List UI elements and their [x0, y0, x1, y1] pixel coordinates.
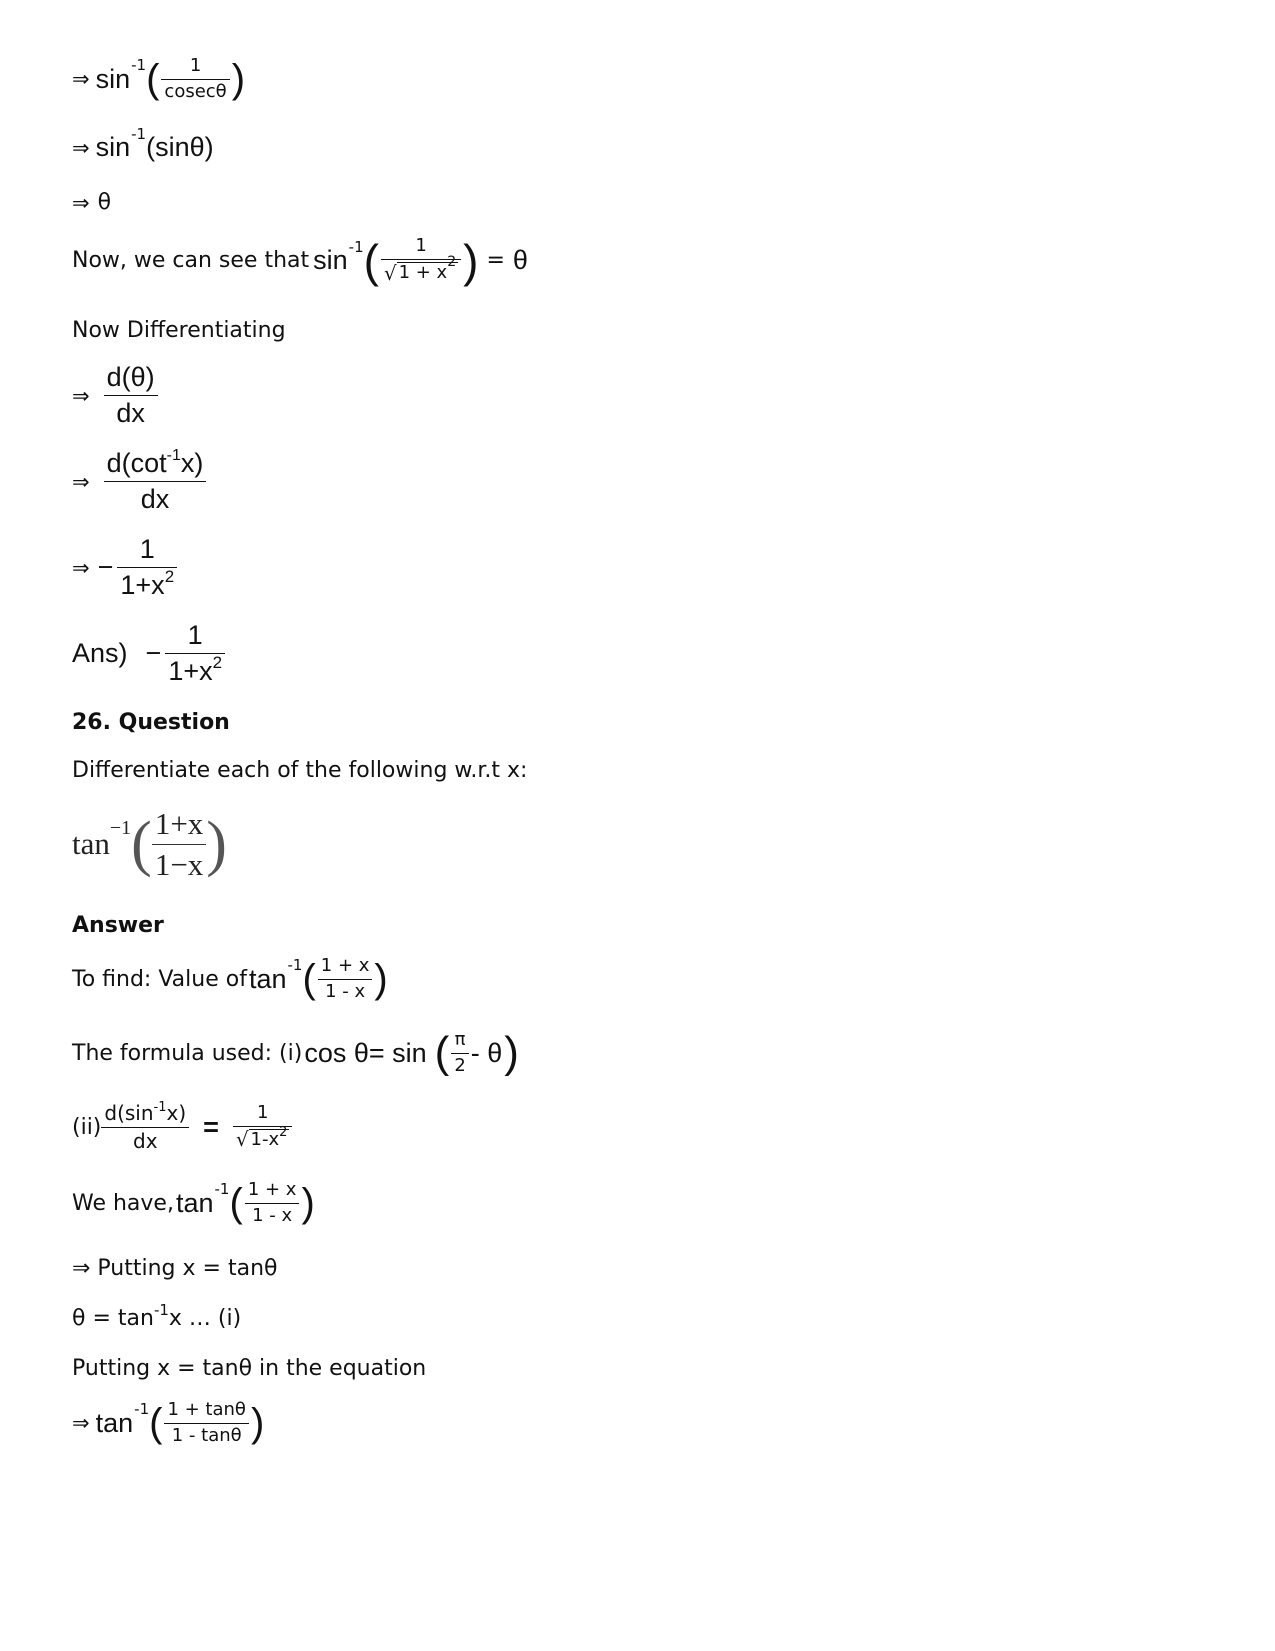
sin-label: sin	[313, 245, 348, 276]
num-part-a: d(sin	[104, 1101, 154, 1125]
formula-lhs: cos θ= sin	[304, 1037, 427, 1068]
fraction-one-over-cosec	[161, 56, 229, 102]
formula-prefix: The formula used: (i)	[72, 1040, 303, 1066]
fraction-numerator: d(θ)	[106, 362, 155, 392]
fraction-one-over-sqrt-one-minus-x-sq	[233, 1103, 293, 1152]
step-sin-inv-cosec: ⇒ sin -1 ( $\frac{1}{cosec\theta}$ )	[72, 55, 246, 102]
minus-sign: −	[97, 552, 114, 583]
fraction-d-theta-dx	[104, 362, 158, 429]
square-exponent: 2	[212, 653, 223, 673]
formula-rest: - θ	[470, 1037, 503, 1068]
inverse-superscript: -1	[287, 956, 303, 975]
now-differentiating: Now Differentiating	[72, 318, 286, 343]
equals-sign: =	[203, 1112, 219, 1142]
implies-arrow: ⇒	[72, 135, 90, 160]
answer-line	[72, 620, 225, 687]
fraction-one-over-one-plus-x-sq	[117, 534, 177, 601]
fraction-numerator: 1	[187, 620, 203, 650]
fraction-tan-theta	[164, 1400, 249, 1446]
we-have-prefix: We have,	[72, 1190, 174, 1216]
theta-value: θ	[97, 190, 112, 215]
sin-label: sin	[95, 132, 131, 162]
fraction-numerator	[104, 448, 207, 481]
fraction-denominator: dx	[140, 484, 170, 515]
inverse-superscript: -1	[131, 124, 147, 143]
den-base: 1+x	[120, 570, 165, 601]
minus-sign: −	[145, 638, 162, 669]
putting-in-equation: Putting x = tanθ in the equation	[72, 1356, 427, 1381]
square-root: √ $1 + x^2$	[383, 253, 457, 285]
fraction-numerator: 1	[415, 235, 427, 256]
implies-arrow: ⇒	[72, 383, 90, 408]
theta-eq-part-b: x … (i)	[168, 1306, 242, 1331]
fraction-one-over-sqrt	[381, 236, 461, 285]
fraction-numerator	[101, 1102, 189, 1127]
num-part-a: d(cot	[106, 448, 167, 478]
question-heading: 26. Question	[72, 710, 230, 735]
fraction-denominator	[381, 253, 461, 286]
implies-arrow: ⇒	[72, 67, 90, 92]
num-superscript: -1	[153, 1100, 167, 1115]
putting-substitution: ⇒ Putting x = tanθ	[72, 1256, 278, 1281]
answer-label: Ans)	[72, 638, 128, 669]
step-sin-inv-sin	[72, 124, 214, 163]
num-part-b: x)	[166, 1101, 187, 1125]
fraction-numerator: 1	[189, 55, 202, 76]
inverse-superscript: -1	[134, 1400, 150, 1419]
fraction-numerator: π	[454, 1029, 466, 1050]
observation-line: Now, we can see that sin -1 ( 1 √ $1 + x^2$ ) = θ	[72, 234, 528, 287]
step-d-theta	[72, 362, 158, 429]
theta-eq-part-a: θ = tan	[72, 1306, 154, 1331]
to-find-prefix: To find: Value of	[72, 966, 247, 992]
tan-label: tan	[248, 963, 287, 994]
fraction-numerator: 1 + x	[320, 955, 370, 976]
sin-label: sin	[95, 63, 131, 94]
square-exponent: 2	[164, 567, 175, 587]
square-exponent: 2	[279, 1124, 288, 1140]
radicand: 1-x	[250, 1128, 280, 1150]
question-expression: tan −1 ( $\frac{1+x}{1-x}$ )	[72, 806, 227, 882]
fraction-numerator: 1	[256, 1101, 269, 1123]
fraction-denominator	[117, 568, 177, 601]
num-superscript: -1	[166, 447, 181, 464]
fraction-denominator: 1−x	[154, 846, 204, 882]
theta-definition	[72, 1300, 242, 1331]
fraction-numerator: 1	[139, 534, 155, 564]
inverse-superscript: -1	[348, 237, 364, 256]
formula-one-line: The formula used: (i) cos θ= sin ( $\frac{\pi}{2}$ - θ )	[72, 1028, 519, 1078]
equals-sign: =	[486, 248, 505, 274]
fraction-to-find	[318, 956, 373, 1002]
fraction-denominator: cosecθ	[164, 80, 227, 102]
fraction-denominator: dx	[116, 398, 145, 429]
fraction-d-cot-dx	[104, 448, 207, 515]
formula-two-prefix: (ii)	[72, 1115, 102, 1140]
step-derivative	[72, 534, 177, 601]
fraction-numerator: 1 + tanθ	[167, 1399, 246, 1420]
inverse-superscript: −1	[109, 816, 132, 839]
square-exponent: 2	[447, 253, 457, 270]
inverse-superscript: -1	[214, 1180, 230, 1199]
fraction-we-have	[245, 1180, 300, 1226]
step-tan-substituted: ⇒ tan -1 ( $\frac{1 + \tan\theta}{1 - \tan\theta}$ )	[72, 1399, 265, 1446]
tan-label: tan	[175, 1187, 214, 1218]
implies-arrow: ⇒	[72, 190, 90, 215]
question-prompt: Differentiate each of the following w.r.t x:	[72, 758, 528, 783]
observation-prefix: Now, we can see that	[72, 248, 310, 274]
answer-heading: Answer	[72, 913, 164, 938]
fraction-denominator: 1 - x	[252, 1204, 293, 1226]
step-d-cot	[72, 448, 206, 515]
sin-theta-expression: (sinθ)	[146, 132, 214, 162]
square-root: √ $1-x^2$	[235, 1124, 288, 1152]
den-base: 1+x	[168, 656, 213, 687]
fraction-numerator: 1 + x	[247, 1179, 297, 1200]
fraction-pi-over-two	[451, 1030, 468, 1076]
implies-arrow: ⇒	[72, 469, 90, 494]
num-part-b: x)	[180, 448, 204, 478]
implies-arrow: ⇒	[72, 555, 90, 580]
fraction-d-sin-dx	[101, 1102, 189, 1153]
fraction-denominator	[233, 1124, 293, 1153]
fraction-denominator: 1 - x	[325, 980, 366, 1002]
implies-arrow: ⇒	[72, 1411, 90, 1436]
fraction-denominator: 2	[454, 1054, 466, 1076]
we-have-line: We have, tan -1 ( $\frac{1 + x}{1 - x}$ )	[72, 1179, 315, 1226]
fraction-denominator: 1 - tanθ	[171, 1424, 242, 1446]
fraction-numerator: 1+x	[154, 806, 204, 841]
tan-label: tan	[95, 1407, 134, 1438]
step-theta	[72, 190, 111, 215]
theta-eq-superscript: -1	[153, 1300, 169, 1319]
fraction-answer	[165, 620, 225, 687]
fraction-denominator	[165, 654, 225, 687]
theta-result: θ	[512, 245, 528, 276]
radicand: 1 + x	[398, 261, 448, 283]
inverse-superscript: -1	[131, 56, 147, 75]
fraction-question	[152, 806, 206, 882]
to-find-line: To find: Value of tan -1 ( $\frac{1 + x}{1 - x}$ )	[72, 955, 388, 1002]
tan-label: tan	[72, 826, 110, 862]
fraction-denominator: dx	[133, 1129, 158, 1153]
formula-two-line	[72, 1102, 292, 1153]
